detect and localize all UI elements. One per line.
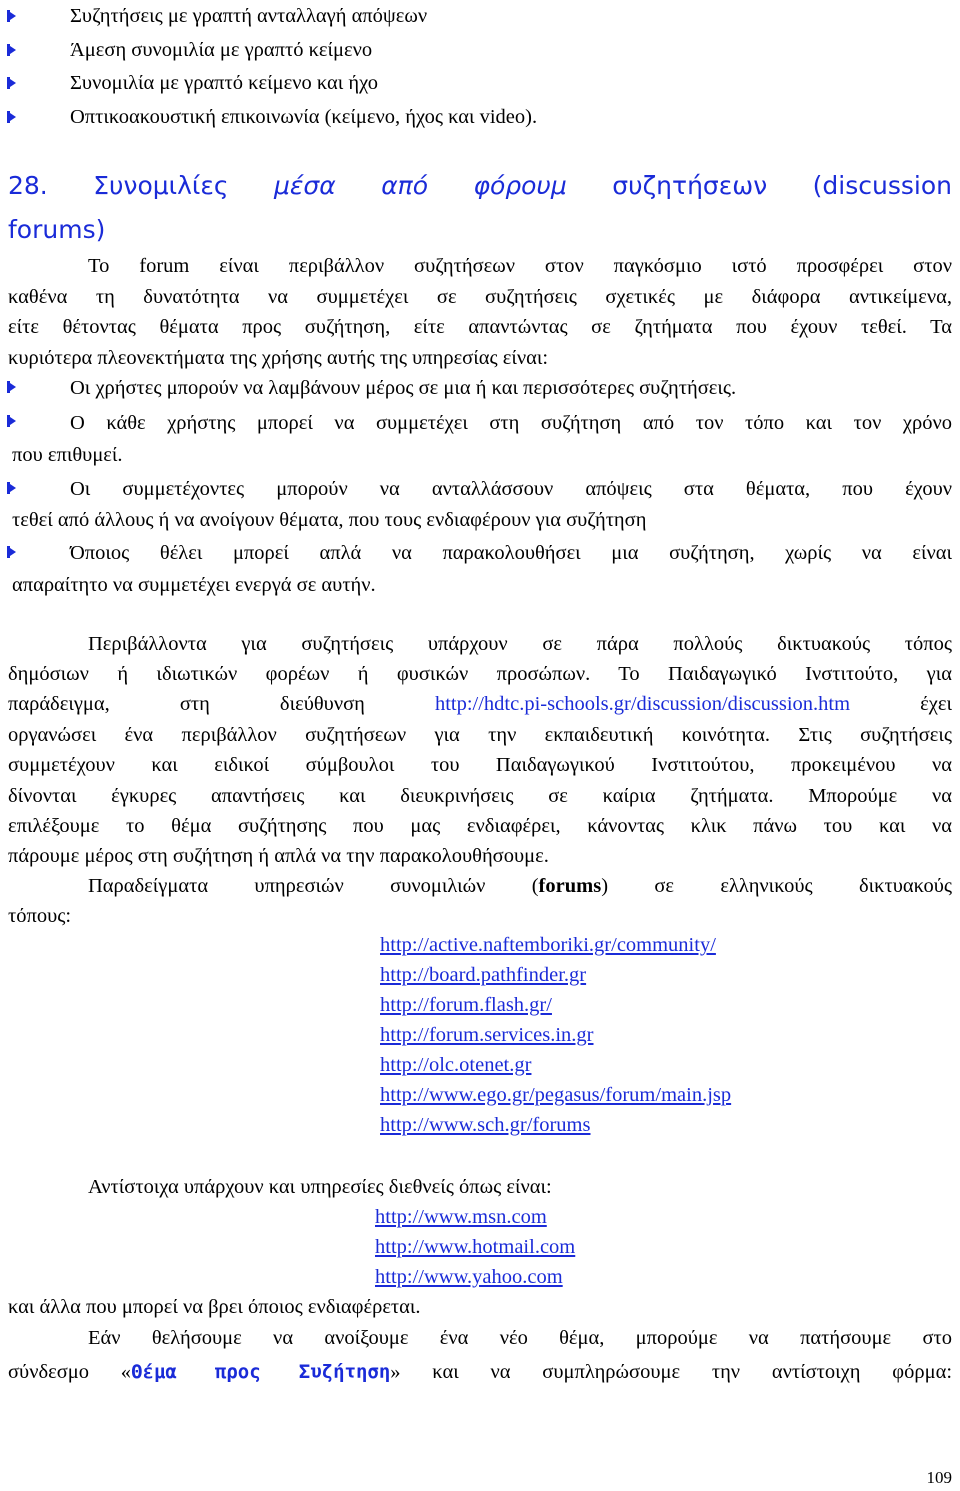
list-item: Ο κάθε χρήστης μπορεί να συμμετέχει στη συζήτηση από τον τόπο και τον χρόνο: [70, 412, 952, 434]
paragraph-line: Αντίστοιχα υπάρχουν και υπηρεσίες διεθνείς όπως είναι:: [88, 1176, 552, 1198]
bullet-arrow-icon: [7, 77, 16, 89]
forum-link[interactable]: http://www.sch.gr/forums: [380, 1114, 591, 1136]
forum-link[interactable]: http://forum.services.in.gr: [380, 1024, 594, 1046]
text-span: ) σε ελληνικούς δικτυακούς: [601, 875, 952, 897]
bullet-arrow-icon: [7, 546, 16, 558]
paragraph-line: [8, 1359, 952, 1385]
text-span: Παραδείγματα υπηρεσιών συνομιλιών (: [88, 875, 539, 897]
page-number: 109: [926, 1468, 952, 1487]
paragraph-line: δίνονται έγκυρες απαντήσεις και διευκρινήσεις σε καίρια ζητήματα. Μπορούμε να: [8, 785, 952, 807]
section-heading: [8, 170, 952, 202]
new-topic-link[interactable]: Θέμα προς Συζήτηση: [131, 1361, 391, 1383]
forum-link[interactable]: http://olc.otenet.gr: [380, 1054, 532, 1076]
list-item: Οι χρήστες μπορούν να λαμβάνουν μέρος σε μια ή και περισσότερες συζητήσεις.: [70, 377, 737, 399]
section-title-word: (discussion: [812, 171, 952, 200]
paragraph-line: επιλέξουμε το θέμα συζήτησης που μας ενδιαφέρει, κάνοντας κλικ πάνω του και να: [8, 815, 952, 837]
paragraph-line: τόπους:: [8, 905, 72, 927]
list-item-continuation: που επιθυμεί.: [12, 444, 123, 466]
list-item: Οι συμμετέχοντες μπορούν να ανταλλάσσουν απόψεις στα θέματα, που έχουν: [70, 478, 952, 500]
paragraph-line: Περιβάλλοντα για συζητήσεις υπάρχουν σε πάρα πολλούς δικτυακούς τόπος: [88, 633, 952, 655]
paragraph-line: πάρουμε μέρος στη συζήτηση ή απλά να την παρακολουθήσουμε.: [8, 845, 549, 867]
bullet-arrow-icon: [7, 10, 16, 22]
paragraph-line: συμμετέχουν και ειδικοί σύμβουλοι του Παιδαγωγικού Ινστιτούτου, προκειμένου να: [8, 754, 952, 776]
bullet-arrow-icon: [7, 381, 16, 393]
paragraph-line: κυριότερα πλεονεκτήματα της χρήσης αυτής της υπηρεσίας είναι:: [8, 347, 549, 369]
paragraph-line: οργανώσει ένα περιβάλλον συζητήσεων για την εκπαιδευτική κοινότητα. Στις συζητήσεις: [8, 724, 952, 746]
bullet-arrow-icon: [7, 44, 16, 56]
list-item-continuation: τεθεί από άλλους ή να ανοίγουν θέματα, που τους ενδιαφέρουν για συζήτηση: [12, 509, 647, 531]
intl-link[interactable]: http://www.msn.com: [375, 1206, 547, 1228]
intl-link[interactable]: http://www.hotmail.com: [375, 1236, 576, 1258]
paragraph-line: είτε θέτοντας θέματα προς συζήτηση, είτε απαντώντας σε ζητήματα που έχουν τεθεί. Τα: [8, 316, 952, 338]
text-span: » και να συμπληρώσουμε την αντίστοιχη φόρμα:: [390, 1361, 953, 1383]
forum-link[interactable]: http://active.naftemboriki.gr/community/: [380, 934, 716, 956]
bullet-arrow-icon: [7, 111, 16, 123]
bullet-arrow-icon: [7, 482, 16, 494]
list-item: Συνομιλία με γραπτό κείμενο και ήχο: [70, 72, 378, 94]
paragraph-line: [88, 873, 952, 899]
paragraph-line: και άλλα που μπορεί να βρει όποιος ενδιαφέρεται.: [8, 1296, 421, 1318]
section-title-word: Συνομιλίες: [93, 171, 229, 200]
paragraph-line: καθένα τη δυνατότητα να συμμετέχει σε συζητήσεις σχετικές με διάφορα αντικείμενα,: [8, 286, 952, 308]
section-title-word: συζητήσεων: [612, 171, 768, 200]
paragraph-line: [8, 691, 952, 717]
text-span: έχει: [920, 693, 952, 715]
paragraph-line: δημόσιων ή ιδιωτικών φορέων ή φυσικών προσώπων. Το Παιδαγωγικό Ινστιτούτο, για: [8, 663, 952, 685]
section-title-word: μέσα: [274, 171, 336, 200]
list-item: Όποιος θέλει μπορεί απλά να παρακολουθήσει μια συζήτηση, χωρίς να είναι: [70, 542, 952, 564]
forum-link[interactable]: http://www.ego.gr/pegasus/forum/main.jsp: [380, 1084, 732, 1106]
intl-link[interactable]: http://www.yahoo.com: [375, 1266, 563, 1288]
bullet-arrow-icon: [7, 415, 16, 427]
paragraph-line: Εάν θελήσουμε να ανοίξουμε ένα νέο θέμα, μπορούμε να πατήσουμε στο: [88, 1327, 952, 1349]
forum-link[interactable]: http://board.pathfinder.gr: [380, 964, 587, 986]
text-span: σύνδεσμο «: [8, 1361, 132, 1383]
pi-discussion-link[interactable]: http://hdtc.pi-schools.gr/discussion/discussion.htm: [434, 693, 851, 715]
list-item: Οπτικοακουστική επικοινωνία (κείμενο, ήχος και video).: [70, 106, 538, 128]
list-item: Συζητήσεις με γραπτή ανταλλαγή απόψεων: [70, 5, 428, 27]
paragraph-line: Το forum είναι περιβάλλον συζητήσεων στον παγκόσμιο ιστό προσφέρει στον: [88, 255, 952, 277]
bold-span: forums: [538, 875, 602, 897]
section-title-word: φόρουμ: [473, 171, 567, 200]
section-title-word: από: [381, 171, 429, 200]
section-heading-line2: forums): [8, 215, 106, 244]
list-item-continuation: απαραίτητο να συμμετέχει ενεργά σε αυτήν.: [12, 574, 376, 596]
forum-link[interactable]: http://forum.flash.gr/: [380, 994, 552, 1016]
section-number: 28.: [8, 171, 48, 200]
text-span: παράδειγμα, στη διεύθυνση: [8, 693, 365, 715]
list-item: Άμεση συνομιλία με γραπτό κείμενο: [70, 39, 373, 61]
